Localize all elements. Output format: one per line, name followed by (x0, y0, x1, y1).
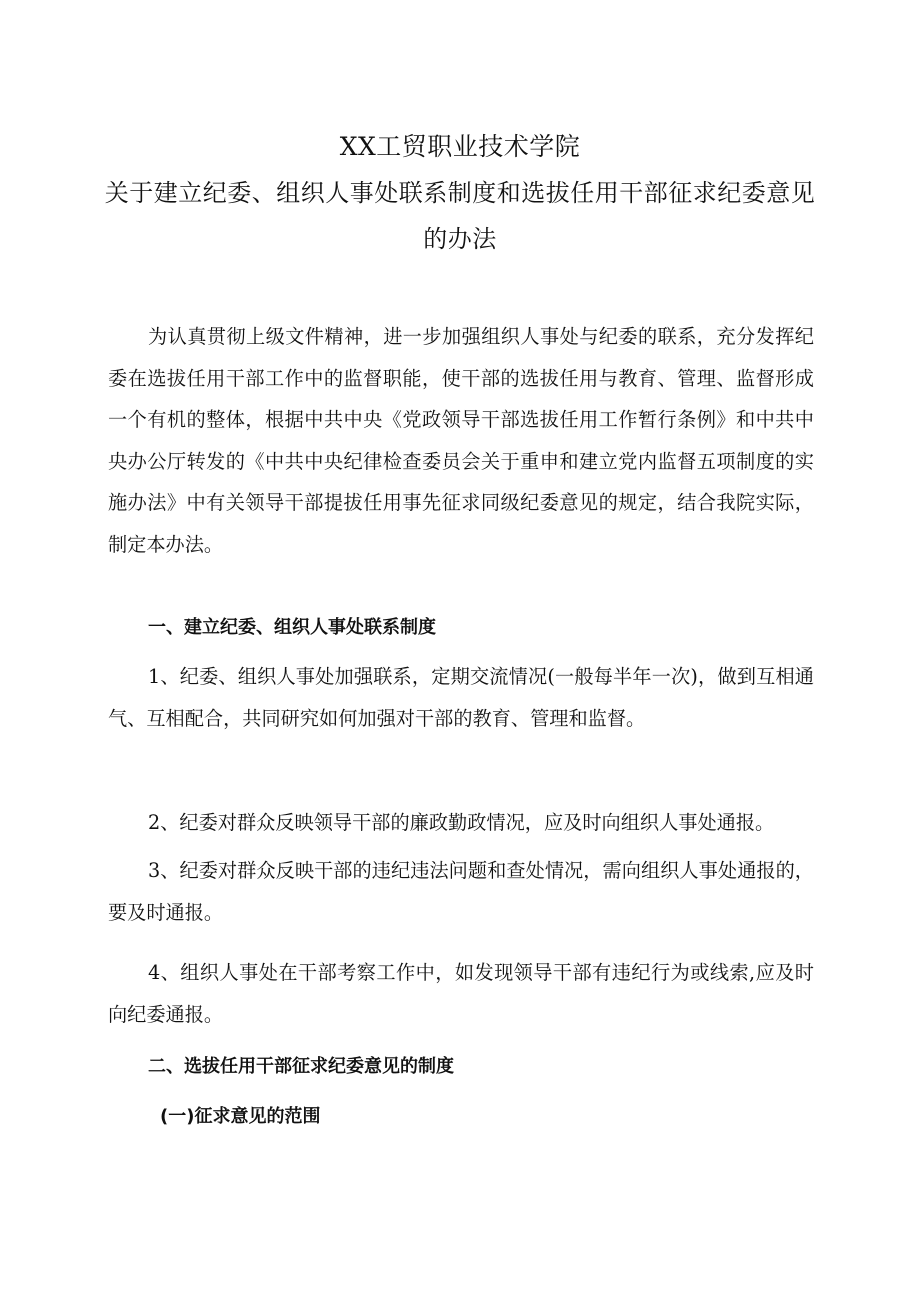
title-subject: 关于建立纪委、组织人事处联系制度和选拔任用干部征求纪委意见的办法 (104, 179, 816, 253)
intro-paragraph: 为认真贯彻上级文件精神，进一步加强组织人事处与纪委的联系，充分发挥纪委在选拔任用干部工作中的监督职能，使干部的选拔任用与教育、管理、监督形成一个有机的整体，根据中共中央《党政领导干部选拔任用工作暂行条例》和中共中央办公厅转发的《中共中央纪律检查委员会关于重申和建立党内监督五项制度的实施办法》中有关领导干部提拔任用事先征求同级纪委意见的规定，结合我院实际，制定本办法。 (108, 325, 814, 556)
item-4: 4、组织人事处在干部考察工作中，如发现领导干部有违纪行为或线索,应及时向纪委通报。 (108, 961, 814, 1026)
section1-heading: 一、建立纪委、组织人事处联系制度 (148, 617, 436, 638)
item-3: 3、纪委对群众反映干部的违纪违法问题和查处情况，需向组织人事处通报的，要及时通报。 (108, 859, 814, 924)
subsection1-heading: (一)征求意见的范围 (160, 1106, 321, 1127)
title-institution: XX工贸职业技术学院 (339, 132, 581, 161)
item-1: 1、纪委、组织人事处加强联系，定期交流情况(一般每半年一次)，做到互相通气、互相配合，共同研究如何加强对干部的教育、管理和监督。 (108, 665, 814, 730)
item-2: 2、纪委对群众反映领导干部的廉政勤政情况，应及时向组织人事处通报。 (148, 811, 775, 834)
document-title (100, 124, 820, 262)
section2-heading: 二、选拔任用干部征求纪委意见的制度 (148, 1056, 454, 1077)
